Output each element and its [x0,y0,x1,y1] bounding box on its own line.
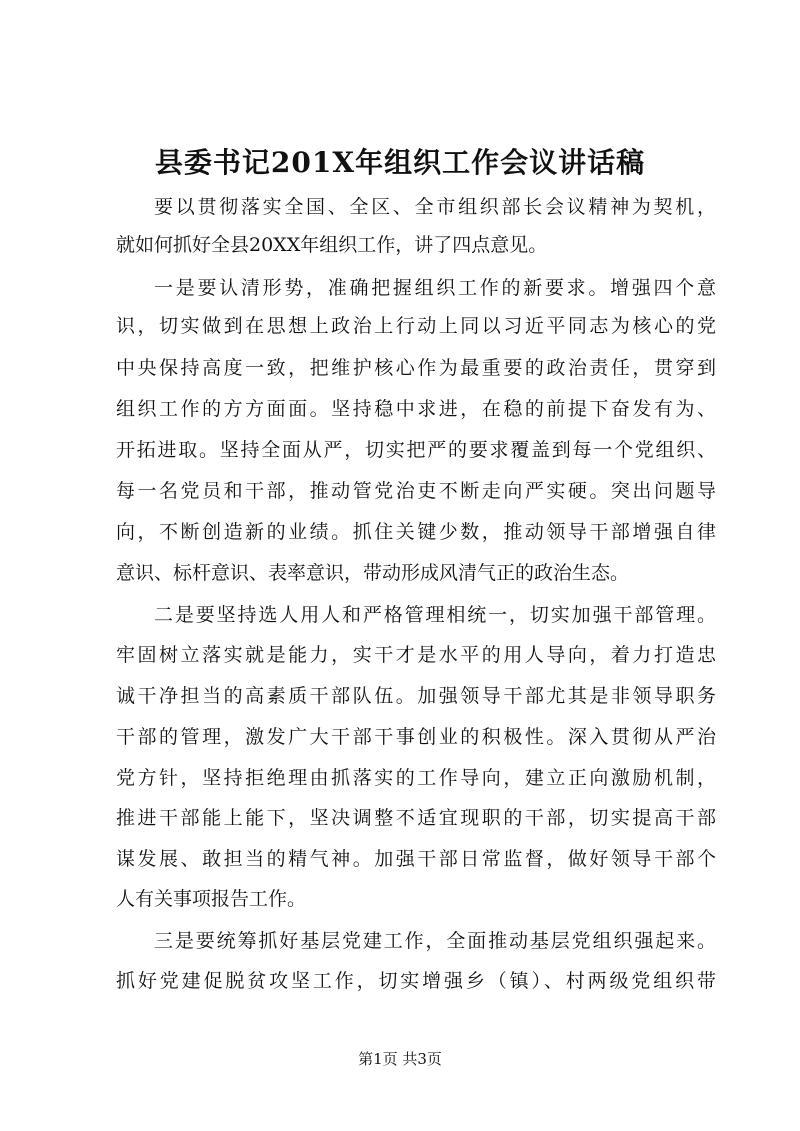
paragraph-3-line-7: 谋发展、敢担当的精气神。加强干部日常监督，做好领导干部个 [116,848,716,870]
paragraph-2-line-3: 中央保持高度一致，把维护核心作为最重要的政治责任，贯穿到 [116,357,716,379]
paragraph-3-line-4: 干部的管理，激发广大干部干事创业的积极性。深入贯彻从严治 [116,726,716,748]
paragraph-3-line-6: 推进干部能上能下，坚决调整不适宜现职的干部，切实提高干部 [116,807,716,829]
page-footer: 第1页 共3页 [358,1050,442,1068]
paragraph-3-line-2: 牢固树立落实就是能力，实干才是水平的用人导向，着力打造忠 [116,644,716,666]
paragraph-3-line-1: 二是要坚持选人用人和严格管理相统一，切实加强干部管理。 [154,604,716,626]
paragraph-2-line-7: 向，不断创造新的业绩。抓住关键少数，推动领导干部增强自律 [116,521,716,543]
paragraph-2-line-1: 一是要认清形势，准确把握组织工作的新要求。增强四个意 [154,277,716,299]
paragraph-2-line-5: 开拓进取。坚持全面从严，切实把严的要求覆盖到每一个党组织、 [116,439,716,461]
paragraph-2-line-4: 组织工作的方方面面。坚持稳中求进，在稳的前提下奋发有为、 [116,398,716,420]
paragraph-2-line-8: 意识、标杆意识、表率意识，带动形成风清气正的政治生态。 [116,562,630,584]
paragraph-3-line-8: 人有关事项报告工作。 [116,888,307,910]
paragraph-3-line-3: 诚干净担当的高素质干部队伍。加强领导干部尤其是非领导职务 [116,685,716,707]
paragraph-2-line-6: 每一名党员和干部，推动管党治吏不断走向严实硬。突出问题导 [116,480,716,502]
paragraph-1-line-1: 要以贯彻落实全国、全区、全市组织部长会议精神为契机， [154,196,716,218]
paragraph-4-line-2: 抓好党建促脱贫攻坚工作，切实增强乡（镇）、村两级党组织带 [116,970,716,992]
paragraph-2-line-2: 识，切实做到在思想上政治上行动上同以习近平同志为核心的党 [116,315,716,337]
paragraph-1-line-2: 就如何抓好全县20XX年组织工作，讲了四点意见。 [116,234,548,256]
document-title: 县委书记201X年组织工作会议讲话稿 [154,146,646,179]
paragraph-4-line-1: 三是要统筹抓好基层党建工作，全面推动基层党组织强起来。 [154,930,716,952]
paragraph-3-line-5: 党方针，坚持拒绝理由抓落实的工作导向，建立正向激励机制， [116,767,716,789]
